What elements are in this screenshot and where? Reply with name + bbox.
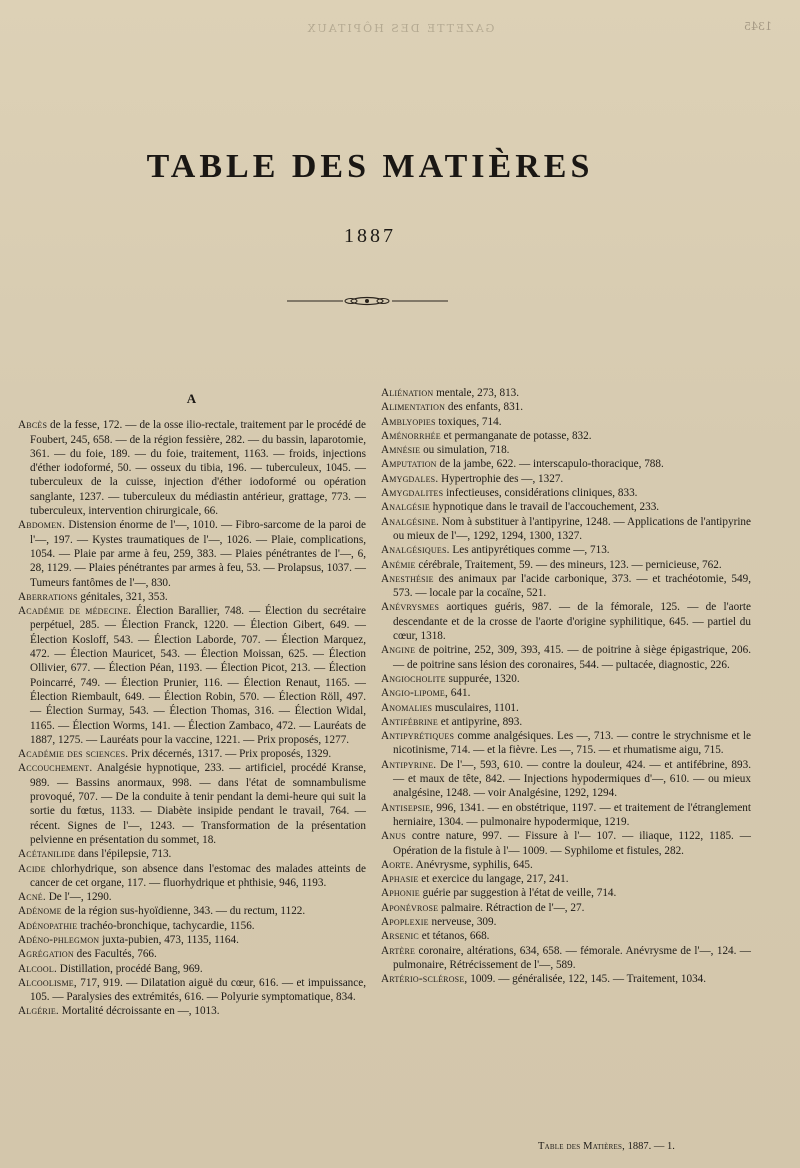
index-entry [381, 829, 751, 858]
entry-keyword: Antisepsie, [381, 801, 434, 814]
entry-text: Mortalité décroissante en —, 1013. [58, 1005, 220, 1018]
index-entry [381, 944, 751, 973]
entry-text: 641. [447, 687, 471, 700]
index-entry [381, 515, 751, 544]
index-entry [18, 919, 366, 933]
index-entry [381, 457, 751, 471]
index-entry [381, 386, 751, 400]
index-entry [381, 758, 751, 801]
entry-text: de la région sus-hyoïdienne, 343. — du rectum, 1122. [61, 905, 306, 918]
index-entry [18, 976, 366, 1005]
entry-keyword: Amnésie [381, 444, 421, 457]
entry-keyword: Aliénation [381, 387, 434, 399]
index-entry [381, 672, 751, 686]
entry-keyword: Acné. [18, 891, 46, 904]
entry-keyword: Aponévrose [381, 901, 439, 914]
entry-keyword: Antipyrétiques [381, 730, 455, 743]
year: 1887 [344, 225, 396, 247]
entry-text: aortiques guéris, 987. — de la fémorale, 125. — de l'aorte descendante et de la crosse de l'aorte d'origine syphilitique, 645. — partiel du cœur, 1318. [393, 601, 751, 643]
entry-keyword: Antipyrine. [381, 758, 437, 771]
entry-text: Les antipyrétiques comme —, 713. [449, 544, 610, 557]
entry-keyword: Abcès [18, 419, 48, 432]
footer-text: 1887. — 1. [624, 1141, 675, 1152]
index-entry [18, 862, 366, 891]
index-entry [381, 558, 751, 572]
entry-keyword: Aberrations [18, 590, 78, 603]
entry-text: trachéo-bronchique, tachycardie, 1156. [77, 919, 255, 932]
index-entry [18, 761, 366, 847]
entry-keyword: Agrégation [18, 948, 74, 961]
index-entry [381, 901, 751, 915]
index-entry [18, 747, 366, 761]
index-entry [381, 643, 751, 672]
entry-text: Nom à substituer à l'antipyrine, 1248. — Applications de l'antipyrine ou mieux de l'—, 1292, 1294, 1300, 1327. [393, 515, 751, 542]
entry-text: 996, 1341. — en obstétrique, 1197. — et traitement de l'étranglement herniaire, 1304. — pulmonaire hypodermique, 1219. [393, 801, 751, 828]
entry-text: nerveuse, 309. [428, 915, 497, 928]
entry-keyword: Aorte. [381, 858, 414, 871]
index-entry [381, 400, 751, 414]
entry-text: 1009. — généralisée, 122, 145. — Traitement, 1034. [467, 973, 707, 986]
entry-keyword: Anémie [381, 558, 416, 571]
page-title: TABLE DES MATIÈRES [146, 148, 594, 185]
entry-text: De l'—, 593, 610. — contre la douleur, 424. — et antifébrine, 893. — et maux de tête, 842. — Injections hypodermiques d'—, 610. — ou mieux analgésine, 1248. — voir Analgésine, 1292, 1294. [393, 758, 751, 800]
entry-text: des animaux par l'acide carbonique, 373. — et trachéotomie, 549, 573. — locale par la cocaïne, 521. [393, 572, 751, 600]
entry-text: infectieuses, considérations cliniques, 833. [443, 487, 638, 500]
entry-keyword: Artério-sclérose, [381, 973, 468, 986]
entry-keyword: Anévrysmes [381, 601, 440, 614]
entry-text: mentale, 273, 813. [433, 387, 520, 399]
index-entry [18, 418, 366, 518]
entry-text: Distillation, procédé Bang, 969. [56, 962, 203, 975]
index-entry [381, 729, 751, 758]
entry-keyword: Amygdalites [381, 487, 444, 500]
entry-text: dans l'épilepsie, 713. [75, 848, 172, 861]
entry-keyword: Accouchement. [18, 762, 93, 775]
entry-text: contre nature, 997. — Fissure à l'— 107. — iliaque, 1122, 1185. — Opération de la fistule à l'— 1009. — Syphilome et fistules, 282. [393, 830, 751, 857]
entry-keyword: Amygdales. [381, 472, 439, 485]
entry-text: suppurée, 1320. [445, 672, 520, 685]
entry-text: cérébrale, Traitement, 59. — des mineurs, 123. — pernicieuse, 762. [415, 558, 722, 571]
entry-keyword: Anus [381, 830, 406, 843]
bleed-through-header: GAZETTE DES HÔPITAUX [305, 22, 495, 35]
entry-text: palmaire. Rétraction de l'—, 27. [438, 901, 585, 914]
entry-text: toxiques, 714. [435, 415, 502, 428]
entry-keyword: Abdomen. [18, 519, 66, 532]
index-entry [381, 801, 751, 830]
entry-text: ou simulation, 718. [420, 444, 510, 457]
entry-keyword: Analgésiques. [381, 544, 450, 557]
entry-text: des enfants, 831. [445, 401, 524, 414]
entry-keyword: Apoplexie [381, 915, 429, 928]
entry-keyword: Amputation [381, 458, 437, 471]
index-entry [381, 472, 751, 486]
entry-text: guérie par suggestion à l'état de veille, 714. [419, 887, 617, 900]
entry-keyword: Alcool. [18, 962, 57, 975]
entry-keyword: Adénopathie [18, 919, 78, 932]
entry-keyword: Alcoolisme, [18, 976, 77, 989]
entry-text: chlorhydrique, son absence dans l'estomac des malades atteints de cancer de cet organe, 117. — fluorhydrique et phthisie, 946, 1193. [30, 862, 366, 889]
index-entry [18, 890, 366, 904]
left-column [18, 392, 366, 1019]
entry-text: hypnotique dans le travail de l'accouchement, 233. [430, 501, 660, 514]
entry-keyword: Adénome [18, 905, 62, 918]
page-footer [538, 1141, 675, 1152]
entry-keyword: Angio-lipome, [381, 687, 448, 700]
entry-keyword: Aménorrhée [381, 429, 441, 442]
entry-keyword: Analgésine. [381, 515, 439, 528]
entry-text: et tétanos, 668. [418, 930, 490, 943]
entry-keyword: Arsenic [381, 930, 419, 943]
index-entry [18, 604, 366, 747]
index-entry [381, 929, 751, 943]
entry-keyword: Acétanilide [18, 848, 76, 861]
index-entry [381, 886, 751, 900]
index-entry [381, 915, 751, 929]
entry-keyword: Artère [381, 944, 416, 957]
entry-keyword: Adéno-phlegmon [18, 933, 100, 946]
index-entry [18, 847, 366, 861]
entry-keyword: Académie de médecine. [18, 605, 132, 618]
entry-text: Prix décernés, 1317. — Prix proposés, 1329. [128, 748, 332, 761]
index-entry [381, 600, 751, 643]
footer-keyword: Table des Matières, [538, 1141, 625, 1152]
entry-text: de la jambe, 622. — interscapulo-thoracique, 788. [436, 458, 664, 471]
index-entry [381, 715, 751, 729]
entry-text: Analgésie hypnotique, 233. — artificiel, procédé Kranse, 989. — Bassins anormaux, 998. — dans l'état de somnambulisme provoqué, 707. — De la conduite à tenir pendant la demi-heure qui suit la sortie du fœtus, 1133. — Diabète insipide pendant le travail, 764. — récent. Signes de l'—, 1243. — Transformation de la présentation pelvienne en présentation du sommet, 18. [30, 762, 366, 846]
entry-keyword: Anesthésie [381, 572, 434, 585]
index-entry [381, 858, 751, 872]
entry-keyword: Anomalies [381, 701, 433, 714]
index-entry [381, 972, 751, 986]
index-entry [381, 872, 751, 886]
entry-text: de poitrine, 252, 309, 393, 415. — de poitrine à siège épigastrique, 206. — de poitrine sans lésion des coronaires, 544. — pultacée, diagnostic, 226. [393, 644, 751, 671]
entry-text: Distension énorme de l'—, 1010. — Fibro-sarcome de la paroi de l'—, 197. — Kystes traumatiques de l'—, 1026. — Plaie, complications, 1054. — Plaie par arme à feu, 259, 383. — Plaies pénétrantes de l'—, 6, 28, 1129. — Plaies pénétrantes par armes à feu, 53. — Prolapsus, 1037. — Tumeurs fantômes de l'—, 830. [30, 519, 366, 589]
ornament-divider [285, 294, 450, 308]
entry-text: de la fesse, 172. — de la osse ilio-rectale, traitement par le procédé de Foubert, 245, 658. — de la région fessière, 282. — du bassin, laparotomie, 361. — du foie, 189. — du foie, traitement, 1163. — froids, injections d'éther iodoformé, 50. — osseux du tibia, 196. — tuberculeux, 1045. — tuberculeux de la cuisse, injection d'éther iodoformé ou opération sanglante, 1237. — tuberculeux du médiastin antérieur, grattage, 773. — tuberculeux, intervention chirurgicale, 66. [30, 419, 366, 518]
entry-text: Élection Barallier, 748. — Élection du secrétaire perpétuel, 285. — Élection Franck, 1220. — Élection Gibert, 649. — Élection Kosloff, 543. — Élection Laborde, 707. — Élection Marquez, 472. — Élection Mauricet, 543. — Élection Moissan, 625. — Élection Ollivier, 677. — Élection Péan, 1193. — Élection Picot, 213. — Élection Poincarré, 749. — Élection Prunier, 116. — Élection Renaut, 1165. — Élection Riembault, 649. — Élection Robin, 570. — Élection Röll, 497. — Élection Surmay, 543. — Élection Thomas, 316. — Élection Widal, 1165. — Élection Worms, 141. — Élection Zambaco, 472. — Lauréats de 1887, 1275. — Lauréats pour la vaccine, 1221. — Prix proposés, 1277. [30, 605, 367, 746]
entry-text: musculaires, 1101. [432, 701, 519, 714]
entry-keyword: Amblyopies [381, 415, 436, 428]
index-entry [381, 572, 751, 601]
entry-text: Hypertrophie des —, 1327. [438, 472, 564, 485]
index-entry [381, 500, 751, 514]
entry-keyword: Angiocholite [381, 672, 446, 685]
index-entry [381, 415, 751, 429]
entry-text: des Facultés, 766. [73, 948, 157, 961]
entry-keyword: Antifébrine [381, 715, 438, 728]
entry-keyword: Analgésie [381, 501, 430, 514]
index-entry [18, 962, 366, 976]
entry-keyword: Angine [381, 644, 416, 657]
entry-text: et exercice du langage, 217, 241. [418, 873, 569, 886]
entry-text: et antipyrine, 893. [437, 715, 523, 728]
entry-text: De l'—, 1290. [45, 891, 112, 904]
index-entry [18, 933, 366, 947]
entry-keyword: Aphasie [381, 873, 419, 886]
index-entry [381, 429, 751, 443]
entry-keyword: Aphonie [381, 887, 420, 900]
index-entry [18, 518, 366, 589]
entry-text: juxta-pubien, 473, 1135, 1164. [99, 933, 239, 946]
index-entry [381, 686, 751, 700]
index-entry [18, 1004, 366, 1018]
index-entry [381, 701, 751, 715]
entry-text: génitales, 321, 353. [77, 590, 168, 603]
entry-keyword: Académie des sciences. [18, 748, 129, 761]
index-entry [18, 904, 366, 918]
index-entry [381, 486, 751, 500]
index-entry [381, 443, 751, 457]
entry-keyword: Alimentation [381, 401, 446, 414]
entry-keyword: Algérie. [18, 1005, 59, 1018]
bleed-through-page-number: 1345 [744, 20, 772, 33]
index-entry [18, 590, 366, 604]
entry-text: 717, 919. — Dilatation aiguë du cœur, 616. — et impuissance, 105. — Paralysies des extrémités, 616. — Polyurie symptomatique, 834. [30, 976, 366, 1004]
entry-text: comme analgésiques. Les —, 713. — contre le strychnisme et le nicotinisme, 714. — et la fièvre. Les —, 715. — et rhumatisme aigu, 715. [393, 730, 751, 757]
right-column [381, 386, 751, 986]
entry-text: et permanganate de potasse, 832. [440, 429, 592, 442]
index-entry [18, 947, 366, 961]
section-letter: A [186, 391, 198, 406]
entry-text: coronaire, altérations, 634, 658. — fémorale. Anévrysme de l'—, 124. — pulmonaire, Rétrécissement de l'—, 589. [393, 944, 751, 971]
entry-text: Anévrysme, syphilis, 645. [413, 858, 533, 871]
index-entry [381, 543, 751, 557]
entry-keyword: Acide [18, 862, 46, 875]
